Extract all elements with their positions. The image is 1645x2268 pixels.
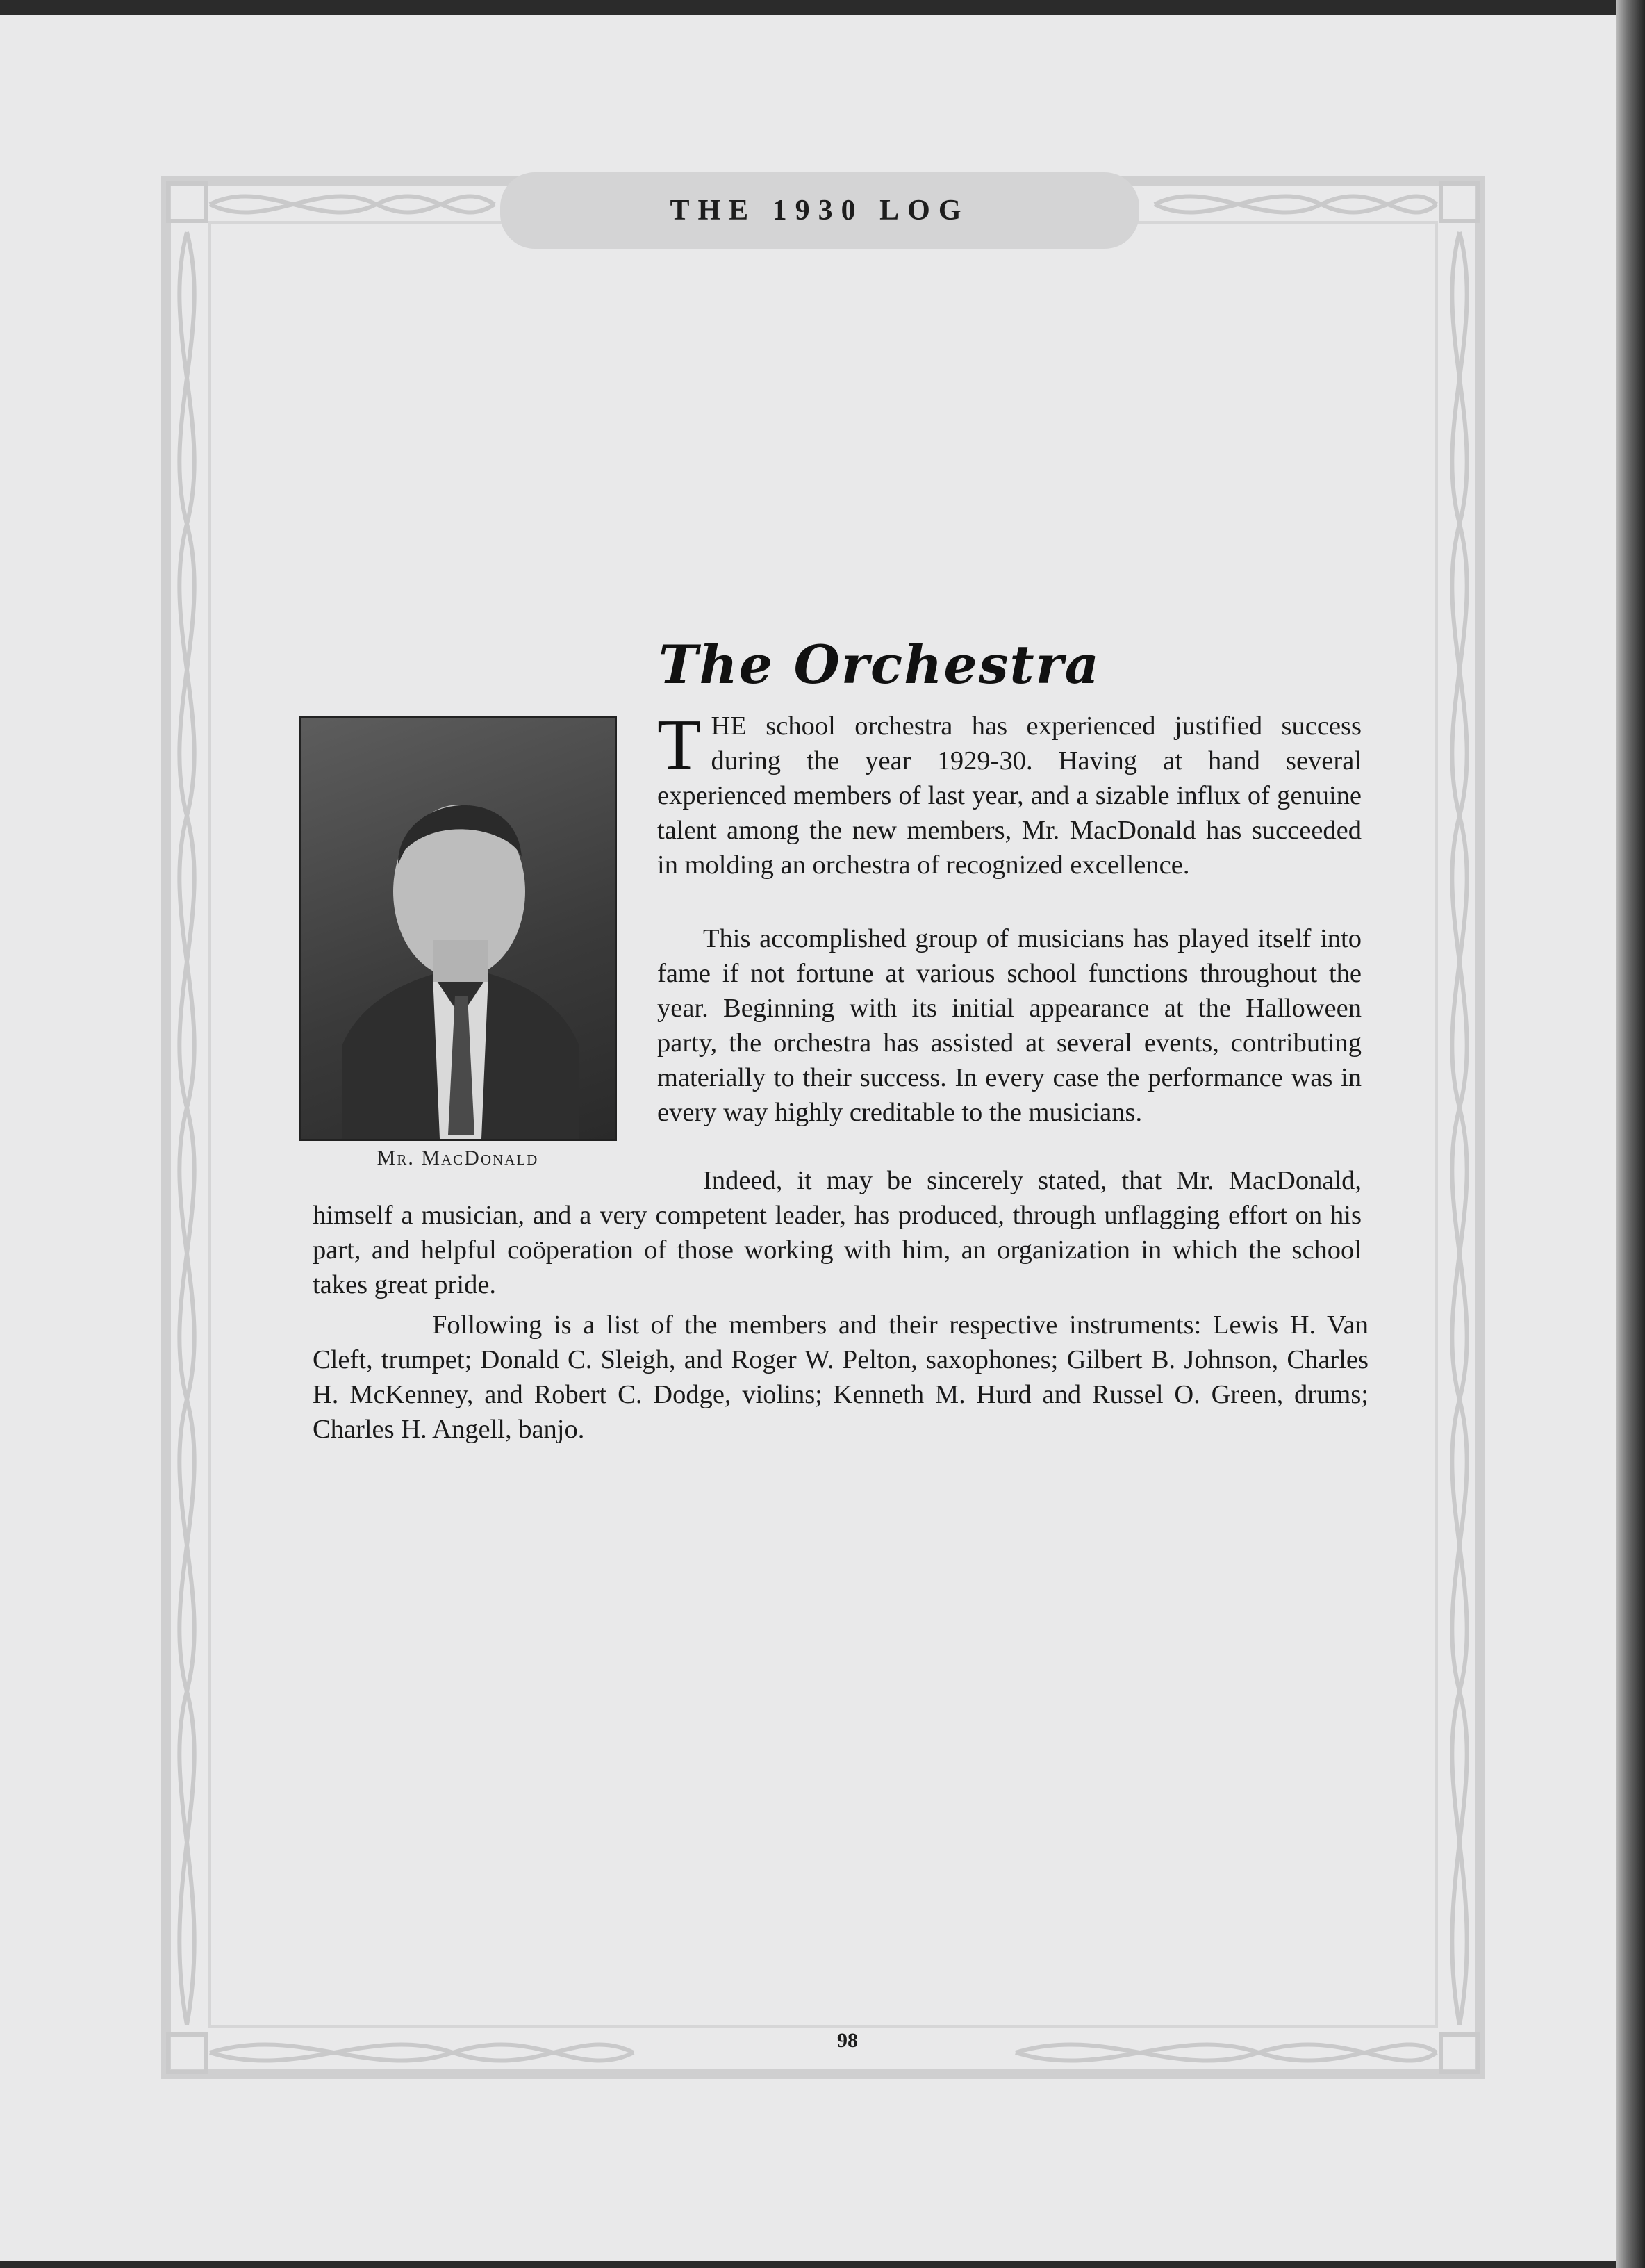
portrait-figure bbox=[301, 718, 615, 1139]
portrait-photo bbox=[299, 716, 617, 1141]
running-header bbox=[500, 172, 1139, 249]
paragraph-1-text: HE school orchestra has experienced justified success during the year 1929-30. Having at hand several experienced members of last year, and a sizable influx of genuine talent among the new members, Mr. MacDonald has succeeded in molding an orchestra of recognized excellence. bbox=[657, 712, 1362, 880]
paragraph-3: Indeed, it may be sincerely stated, that Mr. MacDonald, himself a musician, and a very competent leader, has produced, through unflagging effort on his part, and helpful coöperation of those working with him, an organization in which the school takes great pride. bbox=[313, 1166, 1362, 1299]
paragraph-4: Following is a list of the members and their respective instruments: Lewis H. Van Cleft, trumpet; Donald C. Sleigh, and Roger W. Pelton, saxophones; Gilbert B. Johnson, Charles H. McKenney, and Robert C. Dodge, violins; Kenneth M. Hurd and Russel O. Green, drums; Charles H. Angell, banjo. bbox=[313, 1310, 1369, 1444]
paragraph-2: This accomplished group of musicians has played itself into fame if not fortune at various school functions throughout the year. Beginning with its initial appearance at the Halloween party, the orchestra has assisted at several events, contributing materially to their success. In every case the performance was in every way highly creditable to the musicians. bbox=[657, 924, 1362, 1127]
yearbook-page bbox=[0, 15, 1616, 2261]
book-spine-edge bbox=[1616, 0, 1645, 2268]
drop-cap: T bbox=[657, 705, 702, 784]
running-header-title: THE 1930 LOG bbox=[670, 195, 970, 227]
page-number: 98 bbox=[837, 2029, 858, 2052]
paragraph-1 bbox=[657, 705, 1362, 882]
article-title: The Orchestra bbox=[659, 634, 1100, 696]
photo-caption: Mr. MacDonald bbox=[377, 1147, 539, 1169]
